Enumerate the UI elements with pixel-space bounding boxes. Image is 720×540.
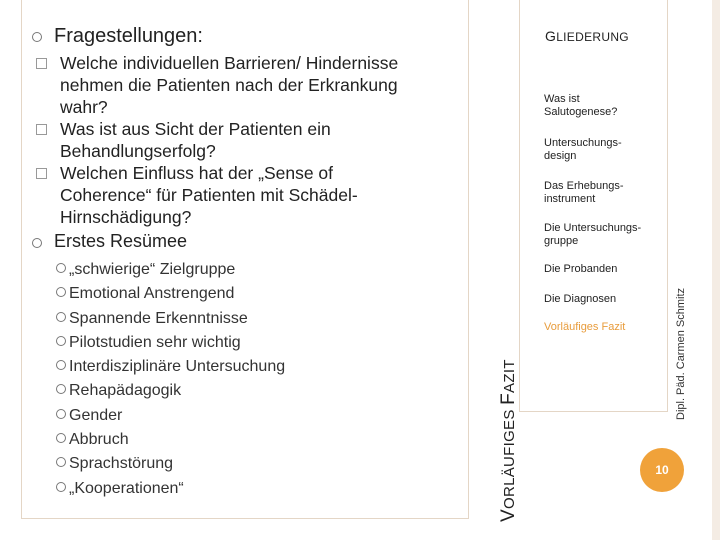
question-item-1 xyxy=(60,52,460,118)
bullet-ring-icon xyxy=(56,263,66,273)
question-item-2 xyxy=(60,118,460,162)
section-heading: Fragestellungen: xyxy=(54,25,203,47)
checkbox-square-icon xyxy=(36,58,47,69)
list-item-text: Gender xyxy=(69,406,123,424)
list-item xyxy=(56,331,285,355)
resume-list xyxy=(56,258,285,501)
question-line: Welchen Einfluss hat der „Sense of xyxy=(60,163,334,183)
list-item xyxy=(56,404,285,428)
toc-item-line: Die Diagnosen xyxy=(544,293,617,305)
author-credit: Dipl. Päd. Carmen Schmitz xyxy=(675,287,687,420)
toc-title-initial: G xyxy=(545,28,557,44)
bullet-ring-icon xyxy=(56,409,66,419)
toc-item-line: instrument xyxy=(544,193,596,205)
list-item-text: Pilotstudien sehr wichtig xyxy=(69,333,241,351)
checkbox-square-icon xyxy=(36,124,47,135)
list-item xyxy=(56,258,285,282)
bullet-ring-icon xyxy=(56,384,66,394)
title-part: AZIT xyxy=(501,359,518,393)
list-item-text: „Kooperationen“ xyxy=(69,479,184,497)
vertical-section-title xyxy=(498,359,520,522)
question-line: Welche individuellen Barrieren/ Hindernisse xyxy=(60,53,399,73)
toc-item-line: design xyxy=(544,150,577,162)
list-item-text: Spannende Erkenntnisse xyxy=(69,309,248,327)
list-item-text: Rehapädagogik xyxy=(69,382,182,400)
toc-item-line: Was ist xyxy=(544,93,580,105)
question-line: wahr? xyxy=(60,97,108,117)
list-item-text: Abbruch xyxy=(69,431,129,449)
list-item xyxy=(56,428,285,452)
bullet-ring-icon xyxy=(32,238,42,248)
toc-item-instrument[interactable] xyxy=(544,180,664,206)
bullet-ring-icon xyxy=(56,336,66,346)
bullet-ring-icon xyxy=(56,433,66,443)
toc-item-design[interactable] xyxy=(544,137,664,163)
toc-item-diagnosen[interactable] xyxy=(544,293,664,306)
list-item-text: Sprachstörung xyxy=(69,455,174,473)
question-line: Hirnschädigung? xyxy=(60,207,192,227)
toc-item-probanden[interactable] xyxy=(544,263,664,276)
toc-item-line: Das Erhebungs- xyxy=(544,180,624,192)
list-item-text: „schwierige“ Zielgruppe xyxy=(69,261,236,278)
checkbox-square-icon xyxy=(36,168,47,179)
title-initial: V xyxy=(498,509,519,522)
section-heading-resume: Erstes Resümee xyxy=(54,231,188,251)
toc-item-line: Salutogenese? xyxy=(544,106,618,118)
right-edge-decoration xyxy=(712,0,720,540)
title-part: ORLÄUFIGES xyxy=(501,404,518,510)
page-number-badge: 10 xyxy=(640,448,684,492)
toc-item-fazit[interactable] xyxy=(544,321,664,334)
toc-item-line: Die Probanden xyxy=(544,263,618,275)
question-line: nehmen die Patienten nach der Erkrankung xyxy=(60,75,398,95)
question-line: Behandlungserfolg? xyxy=(60,141,216,161)
bullet-ring-icon xyxy=(56,457,66,467)
list-item xyxy=(56,307,285,331)
toc-item-line: Vorläufiges Fazit xyxy=(544,321,626,333)
toc-item-salutogenese[interactable] xyxy=(544,93,664,119)
toc-item-line: Die Untersuchungs- xyxy=(544,222,642,234)
title-initial: F xyxy=(498,392,519,405)
question-line: Coherence“ für Patienten mit Schädel- xyxy=(60,185,358,205)
list-item xyxy=(56,477,285,501)
list-item xyxy=(56,379,285,403)
toc-frame xyxy=(519,0,668,412)
question-line: Was ist aus Sicht der Patienten ein xyxy=(60,119,331,139)
list-item-text: Interdisziplinäre Untersuchung xyxy=(69,358,286,376)
bullet-ring-icon xyxy=(56,482,66,492)
list-item xyxy=(56,355,285,379)
toc-title xyxy=(545,28,629,44)
toc-item-line: Untersuchungs- xyxy=(544,137,622,149)
toc-title-rest: LIEDERUNG xyxy=(556,30,629,44)
bullet-ring-icon xyxy=(56,312,66,322)
bullet-ring-icon xyxy=(56,287,66,297)
list-item xyxy=(56,452,285,476)
list-item xyxy=(56,282,285,306)
bullet-ring-icon xyxy=(32,32,42,42)
toc-item-gruppe[interactable] xyxy=(544,222,664,248)
toc-item-line: gruppe xyxy=(544,235,579,247)
bullet-ring-icon xyxy=(56,360,66,370)
question-item-3 xyxy=(60,162,460,228)
list-item-text: Emotional Anstrengend xyxy=(69,285,235,303)
